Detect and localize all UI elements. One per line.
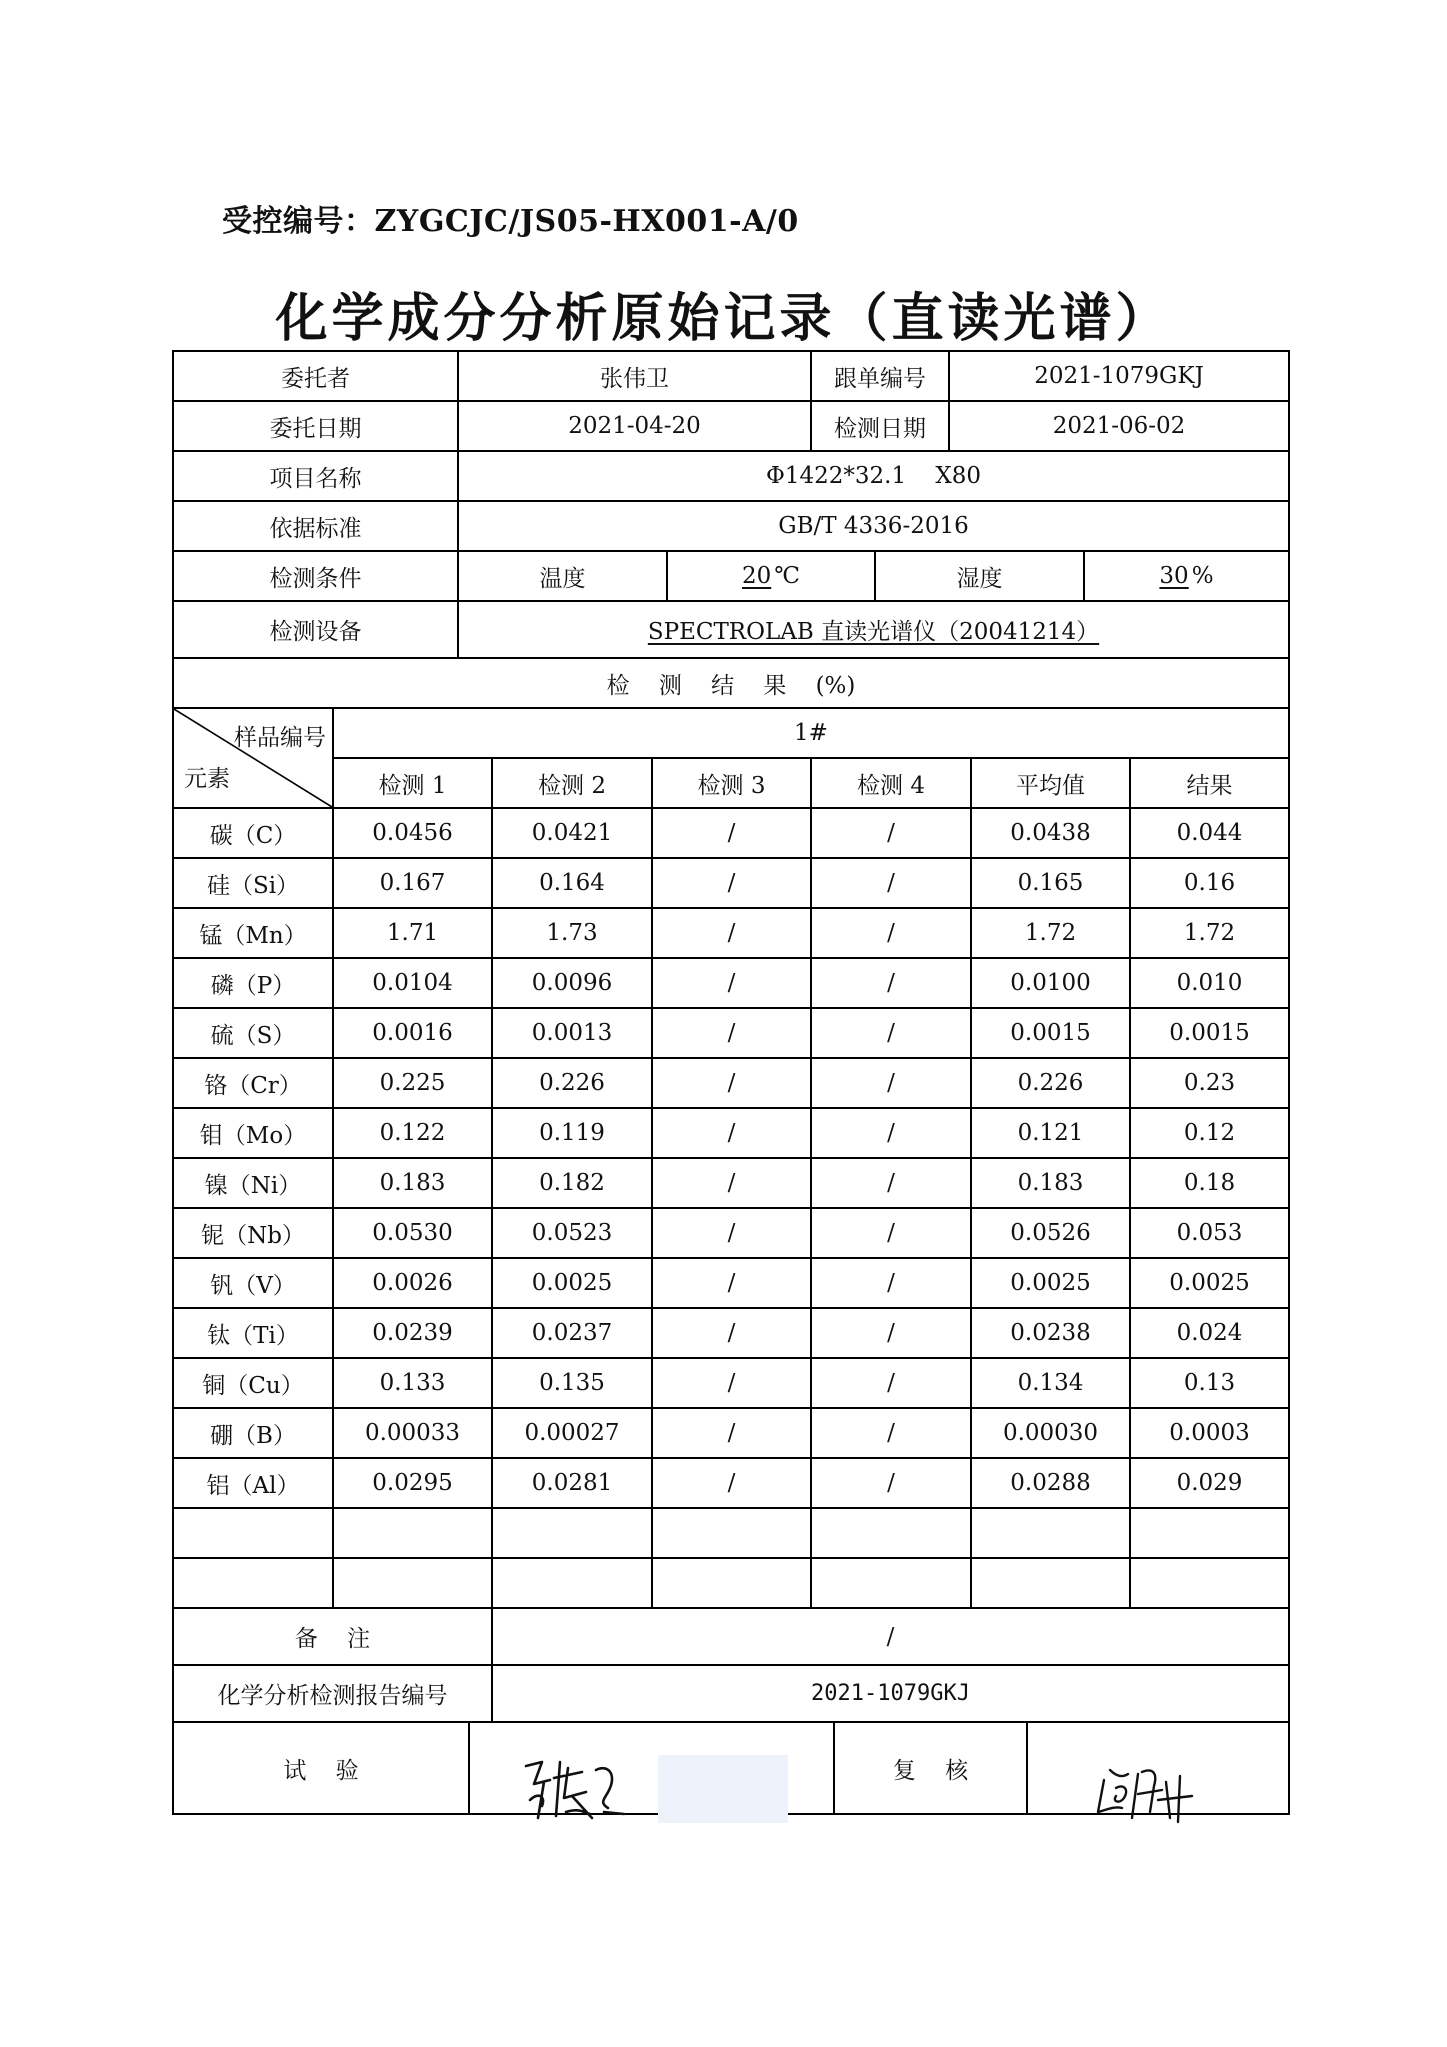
client-label: 委托者 bbox=[174, 352, 459, 400]
value-cell: / bbox=[812, 1209, 972, 1257]
value-cell: / bbox=[653, 1109, 812, 1157]
value-cell: 0.119 bbox=[493, 1109, 653, 1157]
value-cell: / bbox=[812, 1059, 972, 1107]
element-name-cell: 钼（Mo） bbox=[174, 1109, 334, 1157]
value-cell: / bbox=[812, 1359, 972, 1407]
conditions-label: 检测条件 bbox=[174, 552, 459, 600]
humidity-label: 湿度 bbox=[876, 552, 1085, 600]
element-name-cell: 硅（Si） bbox=[174, 859, 334, 907]
value-cell: 0.0025 bbox=[972, 1259, 1131, 1307]
control-number: 受控编号：ZYGCJC/JS05-HX001-A/0 bbox=[222, 204, 799, 239]
column-header: 检测 1 bbox=[334, 759, 493, 807]
value-cell: 0.121 bbox=[972, 1109, 1131, 1157]
client-value: 张伟卫 bbox=[459, 352, 812, 400]
value-cell: / bbox=[812, 1009, 972, 1057]
value-cell: 0.0016 bbox=[334, 1009, 493, 1057]
value-cell: 0.00027 bbox=[493, 1409, 653, 1457]
element-name-cell: 铝（Al） bbox=[174, 1459, 334, 1507]
value-cell: 0.0238 bbox=[972, 1309, 1131, 1357]
value-cell: 0.225 bbox=[334, 1059, 493, 1107]
value-cell: 0.0526 bbox=[972, 1209, 1131, 1257]
empty-cell bbox=[1131, 1559, 1288, 1607]
value-cell: / bbox=[653, 1309, 812, 1357]
value-cell: 0.024 bbox=[1176, 1320, 1243, 1346]
value-cell: 0.010 bbox=[1176, 970, 1243, 996]
table-row bbox=[174, 1009, 1288, 1059]
value-cell: 0.053 bbox=[1176, 1220, 1243, 1246]
table-row bbox=[174, 1059, 1288, 1109]
value-cell: / bbox=[653, 859, 812, 907]
element-name-cell: 硼（B） bbox=[174, 1409, 334, 1457]
value-cell: / bbox=[653, 1359, 812, 1407]
table-row bbox=[174, 1359, 1288, 1409]
value-cell: / bbox=[653, 1259, 812, 1307]
result-rows bbox=[174, 809, 1288, 1509]
conditions-row bbox=[174, 552, 1288, 602]
value-cell: 0.0025 bbox=[493, 1259, 653, 1307]
value-cell: / bbox=[812, 1259, 972, 1307]
temperature-unit: ℃ bbox=[774, 563, 800, 589]
value-cell: / bbox=[812, 959, 972, 1007]
value-cell: 0.16 bbox=[1183, 870, 1236, 896]
element-name-cell: 钒（V） bbox=[174, 1259, 334, 1307]
sample-number-label: 样品编号 bbox=[234, 725, 326, 751]
value-cell: 0.226 bbox=[972, 1059, 1131, 1107]
element-name-cell: 硫（S） bbox=[174, 1009, 334, 1057]
value-cell: 0.0288 bbox=[972, 1459, 1131, 1507]
value-cell: / bbox=[812, 1409, 972, 1457]
sample-number-value: 1# bbox=[794, 720, 828, 746]
element-name-cell: 钛（Ti） bbox=[174, 1309, 334, 1357]
column-header: 检测 2 bbox=[493, 759, 653, 807]
value-cell: 0.0523 bbox=[493, 1209, 653, 1257]
column-header: 平均值 bbox=[972, 759, 1131, 807]
value-cell: 0.183 bbox=[334, 1159, 493, 1207]
table-row bbox=[174, 909, 1288, 959]
value-cell: / bbox=[653, 1209, 812, 1257]
element-name-cell: 锰（Mn） bbox=[174, 909, 334, 957]
empty-cell bbox=[812, 1559, 972, 1607]
remarks-row bbox=[174, 1609, 1288, 1666]
value-cell: / bbox=[812, 1309, 972, 1357]
table-row bbox=[174, 1209, 1288, 1259]
value-cell: 0.165 bbox=[972, 859, 1131, 907]
table-row bbox=[174, 1259, 1288, 1309]
humidity-value bbox=[1085, 552, 1288, 600]
value-cell: 0.0530 bbox=[334, 1209, 493, 1257]
standard-label: 依据标准 bbox=[174, 502, 459, 550]
element-name-cell: 铜（Cu） bbox=[174, 1359, 334, 1407]
value-cell: 1.72 bbox=[1183, 920, 1236, 946]
empty-cell bbox=[174, 1509, 334, 1557]
value-cell: 0.0239 bbox=[334, 1309, 493, 1357]
value-cell: 0.0295 bbox=[334, 1459, 493, 1507]
column-header: 检测 4 bbox=[812, 759, 972, 807]
value-cell: 0.00030 bbox=[972, 1409, 1131, 1457]
value-cell: / bbox=[812, 1459, 972, 1507]
report-number-value: 2021-1079GKJ bbox=[811, 1681, 970, 1706]
value-cell: / bbox=[812, 859, 972, 907]
empty-cell bbox=[493, 1509, 653, 1557]
value-cell: 0.18 bbox=[1183, 1170, 1236, 1196]
empty-cell bbox=[493, 1559, 653, 1607]
empty-row bbox=[174, 1509, 1288, 1559]
value-cell: 1.71 bbox=[334, 909, 493, 957]
value-cell: / bbox=[812, 909, 972, 957]
project-value: Φ1422*32.1 X80 bbox=[766, 463, 981, 489]
equipment-row bbox=[174, 602, 1288, 659]
value-cell: 0.0281 bbox=[493, 1459, 653, 1507]
element-name-cell: 铌（Nb） bbox=[174, 1209, 334, 1257]
column-header: 检测 3 bbox=[653, 759, 812, 807]
value-cell: 0.164 bbox=[493, 859, 653, 907]
empty-cell bbox=[972, 1509, 1131, 1557]
humidity-number: 30 bbox=[1159, 563, 1189, 589]
reviewer-signature bbox=[1092, 1760, 1202, 1828]
temperature-value bbox=[668, 552, 876, 600]
standard-value: GB/T 4336-2016 bbox=[778, 513, 969, 539]
document-title: 化学成分分析原始记录（直读光谱） bbox=[275, 288, 1172, 349]
results-title-row bbox=[174, 659, 1288, 709]
value-cell: / bbox=[653, 1459, 812, 1507]
value-cell: 0.167 bbox=[334, 859, 493, 907]
report-number-label: 化学分析检测报告编号 bbox=[174, 1666, 493, 1721]
results-section-title: 检 测 结 果 (%) bbox=[606, 672, 856, 699]
empty-cell bbox=[972, 1559, 1131, 1607]
value-cell: 0.0025 bbox=[1169, 1270, 1250, 1296]
table-row bbox=[174, 1309, 1288, 1359]
value-cell: / bbox=[653, 959, 812, 1007]
value-cell: / bbox=[812, 1109, 972, 1157]
value-cell: 0.23 bbox=[1183, 1070, 1236, 1096]
value-cell: 0.0003 bbox=[1169, 1420, 1250, 1446]
empty-cell bbox=[334, 1559, 493, 1607]
client-row bbox=[174, 352, 1288, 402]
empty-cell bbox=[653, 1559, 812, 1607]
date-row bbox=[174, 402, 1288, 452]
tracking-value: 2021-1079GKJ bbox=[1034, 363, 1204, 389]
value-cell: / bbox=[653, 1159, 812, 1207]
value-cell: 0.0456 bbox=[334, 809, 493, 857]
value-cell: 0.00033 bbox=[334, 1409, 493, 1457]
value-cell: / bbox=[653, 809, 812, 857]
diagonal-header-cell bbox=[174, 709, 334, 809]
element-name-cell: 碳（C） bbox=[174, 809, 334, 857]
commission-date-label: 委托日期 bbox=[174, 402, 459, 450]
element-name-cell: 铬（Cr） bbox=[174, 1059, 334, 1107]
reviewer-label: 复 核 bbox=[835, 1723, 1028, 1813]
table-row bbox=[174, 1159, 1288, 1209]
empty-cell bbox=[653, 1509, 812, 1557]
empty-row bbox=[174, 1559, 1288, 1609]
value-cell: 0.133 bbox=[334, 1359, 493, 1407]
element-name-cell: 镍（Ni） bbox=[174, 1159, 334, 1207]
commission-date-value: 2021-04-20 bbox=[459, 402, 812, 450]
value-cell: 0.0026 bbox=[334, 1259, 493, 1307]
table-row bbox=[174, 1109, 1288, 1159]
temperature-label: 温度 bbox=[459, 552, 668, 600]
equipment-text: SPECTROLAB 直读光谱仪（20041214） bbox=[647, 619, 1100, 645]
table-row bbox=[174, 809, 1288, 859]
value-cell: 0.0015 bbox=[1169, 1020, 1250, 1046]
project-label: 项目名称 bbox=[174, 452, 459, 500]
column-header: 结果 bbox=[1186, 772, 1233, 799]
redacted-area bbox=[658, 1755, 788, 1823]
value-cell: 0.0104 bbox=[334, 959, 493, 1007]
table-row bbox=[174, 1409, 1288, 1459]
value-cell: 0.183 bbox=[972, 1159, 1131, 1207]
record-table bbox=[172, 350, 1290, 1815]
table-row bbox=[174, 959, 1288, 1009]
value-cell: 0.0237 bbox=[493, 1309, 653, 1357]
value-cell: / bbox=[653, 1059, 812, 1107]
equipment-label: 检测设备 bbox=[174, 602, 459, 657]
standard-row bbox=[174, 502, 1288, 552]
empty-cell bbox=[1131, 1509, 1288, 1557]
table-row bbox=[174, 1459, 1288, 1509]
value-cell: 0.226 bbox=[493, 1059, 653, 1107]
empty-cell bbox=[174, 1559, 334, 1607]
value-cell: 1.72 bbox=[972, 909, 1131, 957]
tracking-label: 跟单编号 bbox=[812, 352, 950, 400]
empty-cell bbox=[812, 1509, 972, 1557]
value-cell: / bbox=[653, 909, 812, 957]
humidity-unit: % bbox=[1191, 563, 1214, 589]
value-cell: 0.0015 bbox=[972, 1009, 1131, 1057]
equipment-value bbox=[459, 602, 1288, 657]
value-cell: 0.029 bbox=[1176, 1470, 1243, 1496]
temperature-number: 20 bbox=[741, 563, 772, 589]
value-cell: / bbox=[812, 809, 972, 857]
value-cell: / bbox=[653, 1409, 812, 1457]
value-cell: 0.134 bbox=[972, 1359, 1131, 1407]
element-name-cell: 磷（P） bbox=[174, 959, 334, 1007]
value-cell: / bbox=[653, 1009, 812, 1057]
value-cell: 0.044 bbox=[1176, 820, 1243, 846]
table-row bbox=[174, 859, 1288, 909]
value-cell: 0.0421 bbox=[493, 809, 653, 857]
value-cell: 0.135 bbox=[493, 1359, 653, 1407]
remarks-label: 备 注 bbox=[174, 1609, 493, 1664]
value-cell: 1.73 bbox=[493, 909, 653, 957]
value-cell: 0.13 bbox=[1183, 1370, 1236, 1396]
value-cell: 0.0013 bbox=[493, 1009, 653, 1057]
empty-cell bbox=[334, 1509, 493, 1557]
project-row bbox=[174, 452, 1288, 502]
value-cell: 0.122 bbox=[334, 1109, 493, 1157]
value-cell: 0.0096 bbox=[493, 959, 653, 1007]
column-header-row bbox=[174, 759, 1288, 809]
value-cell: 0.12 bbox=[1183, 1120, 1236, 1146]
report-number-row bbox=[174, 1666, 1288, 1723]
test-date-value: 2021-06-02 bbox=[1052, 413, 1186, 439]
remarks-value: / bbox=[886, 1623, 895, 1650]
value-cell: 0.0438 bbox=[972, 809, 1131, 857]
element-label: 元素 bbox=[184, 766, 230, 792]
test-date-label: 检测日期 bbox=[812, 402, 950, 450]
tester-signature bbox=[520, 1752, 630, 1827]
value-cell: 0.0100 bbox=[972, 959, 1131, 1007]
value-cell: / bbox=[812, 1159, 972, 1207]
tester-label: 试 验 bbox=[174, 1723, 470, 1813]
value-cell: 0.182 bbox=[493, 1159, 653, 1207]
